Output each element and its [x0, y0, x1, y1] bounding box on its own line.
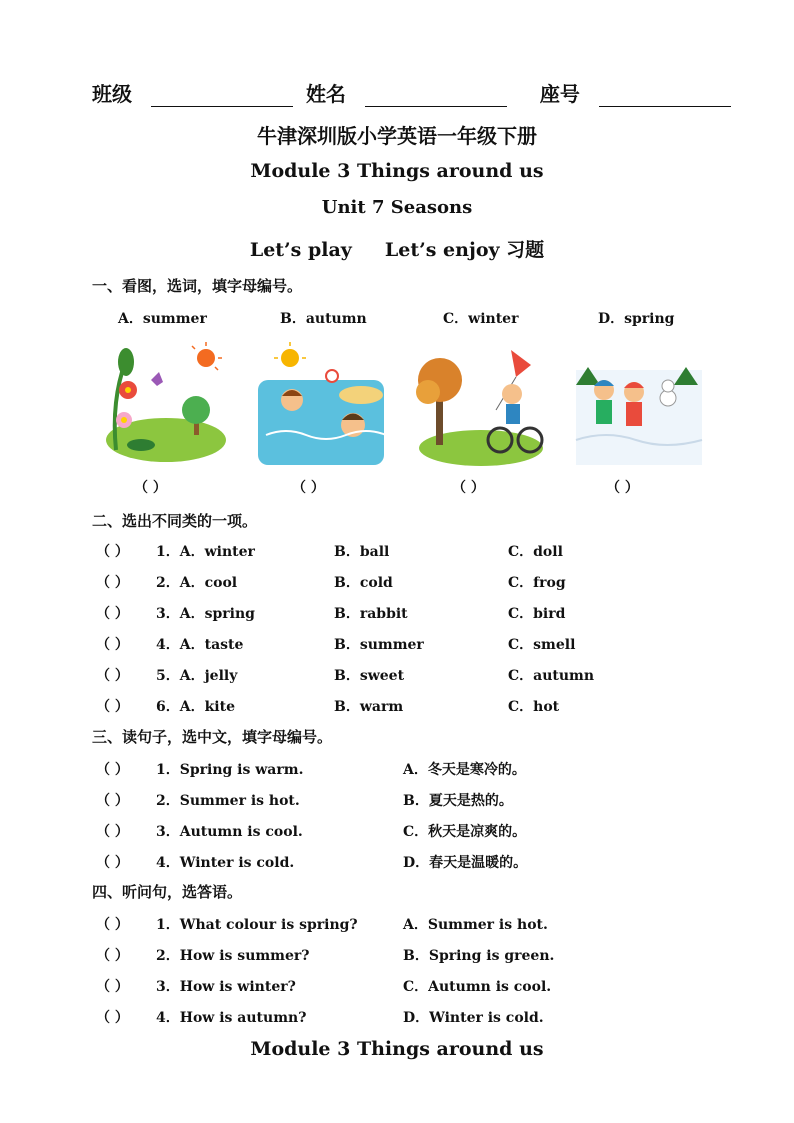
section3-heading: 三、读句子，选中文，填字母编号。 [92, 728, 333, 746]
option-b: B．sweet [334, 668, 405, 684]
reply-option: A．Summer is hot. [403, 917, 548, 933]
question: 1．What colour is spring? [156, 917, 358, 933]
section2-heading: 二、选出不同类的一项。 [92, 512, 258, 530]
option-b: B．autumn [280, 311, 367, 327]
header-row [92, 78, 731, 107]
option-c: C．doll [508, 544, 563, 560]
answer-paren[interactable]: （ ） [96, 575, 129, 591]
answer-paren[interactable]: （ ） [96, 637, 129, 653]
answer-paren[interactable]: （ ） [96, 979, 129, 995]
name-blank[interactable] [365, 88, 507, 107]
option-a: 4．A．taste [156, 637, 244, 653]
section1-heading: 一、看图，选词，填字母编号。 [92, 277, 303, 295]
option-c: C．frog [508, 575, 566, 591]
translation: D．春天是温暖的。 [403, 855, 528, 871]
option-a: 2．A．cool [156, 575, 238, 591]
option-b: B．cold [334, 575, 393, 591]
translation: A．冬天是寒冷的。 [403, 762, 526, 778]
reply-option: D．Winter is cold. [403, 1010, 544, 1026]
sentence: 3．Autumn is cool. [156, 824, 303, 840]
answer-paren[interactable]: （ ） [96, 544, 129, 560]
class-blank[interactable] [151, 88, 293, 107]
autumn-bike-icon [416, 340, 546, 470]
winter-snow-icon [574, 340, 704, 470]
translation: C．秋天是凉爽的。 [403, 824, 527, 840]
option-a: 6．A．kite [156, 699, 235, 715]
answer-paren[interactable]: （ ） [96, 948, 129, 964]
answer-blank-4[interactable]: （ ） [606, 480, 639, 496]
question: 4．How is autumn? [156, 1010, 307, 1026]
book-title: 牛津深圳版小学英语一年级下册 [257, 124, 537, 148]
answer-paren[interactable]: （ ） [96, 699, 129, 715]
option-a: 1．A．winter [156, 544, 255, 560]
answer-paren[interactable]: （ ） [96, 793, 129, 809]
sentence: 4．Winter is cold. [156, 855, 295, 871]
answer-paren[interactable]: （ ） [96, 1010, 129, 1026]
unit-title: Unit 7 Seasons [321, 197, 473, 218]
answer-blank-1[interactable]: （ ） [134, 480, 167, 496]
option-b: B．ball [334, 544, 390, 560]
reply-option: C．Autumn is cool. [403, 979, 552, 995]
option-b: B．summer [334, 637, 424, 653]
answer-paren[interactable]: （ ） [96, 855, 129, 871]
section4-heading: 四、听问句，选答语。 [92, 883, 243, 901]
option-c: C．smell [508, 637, 576, 653]
option-b: B．warm [334, 699, 404, 715]
option-c: C．winter [443, 311, 519, 327]
answer-paren[interactable]: （ ） [96, 606, 129, 622]
question: 3．How is winter? [156, 979, 296, 995]
name-label: 姓名 [305, 82, 346, 106]
option-a: 3．A．spring [156, 606, 255, 622]
option-a: A．summer [118, 311, 207, 327]
option-a: 5．A．jelly [156, 668, 238, 684]
option-b: B．rabbit [334, 606, 408, 622]
summer-swimming-icon [256, 340, 386, 470]
option-c: C．hot [508, 699, 560, 715]
question: 2．How is summer? [156, 948, 310, 964]
seat-label: 座号 [539, 82, 580, 106]
lesson-title: Let’s play Let’s enjoy 习题 [249, 239, 545, 261]
sentence: 2．Summer is hot. [156, 793, 300, 809]
footer-module-title: Module 3 Things around us [250, 1038, 544, 1060]
module-title: Module 3 Things around us [250, 160, 544, 182]
answer-blank-2[interactable]: （ ） [292, 480, 325, 496]
answer-paren[interactable]: （ ） [96, 917, 129, 933]
answer-paren[interactable]: （ ） [96, 762, 129, 778]
spring-flowers-icon [96, 340, 226, 470]
option-c: C．bird [508, 606, 566, 622]
answer-paren[interactable]: （ ） [96, 824, 129, 840]
answer-paren[interactable]: （ ） [96, 668, 129, 684]
answer-blank-3[interactable]: （ ） [452, 480, 485, 496]
translation: B．夏天是热的。 [403, 793, 513, 809]
class-label: 班级 [92, 82, 132, 106]
option-c: C．autumn [508, 668, 595, 684]
seat-blank[interactable] [599, 88, 731, 107]
sentence: 1．Spring is warm. [156, 762, 304, 778]
option-d: D．spring [598, 311, 675, 327]
reply-option: B．Spring is green. [403, 948, 555, 964]
